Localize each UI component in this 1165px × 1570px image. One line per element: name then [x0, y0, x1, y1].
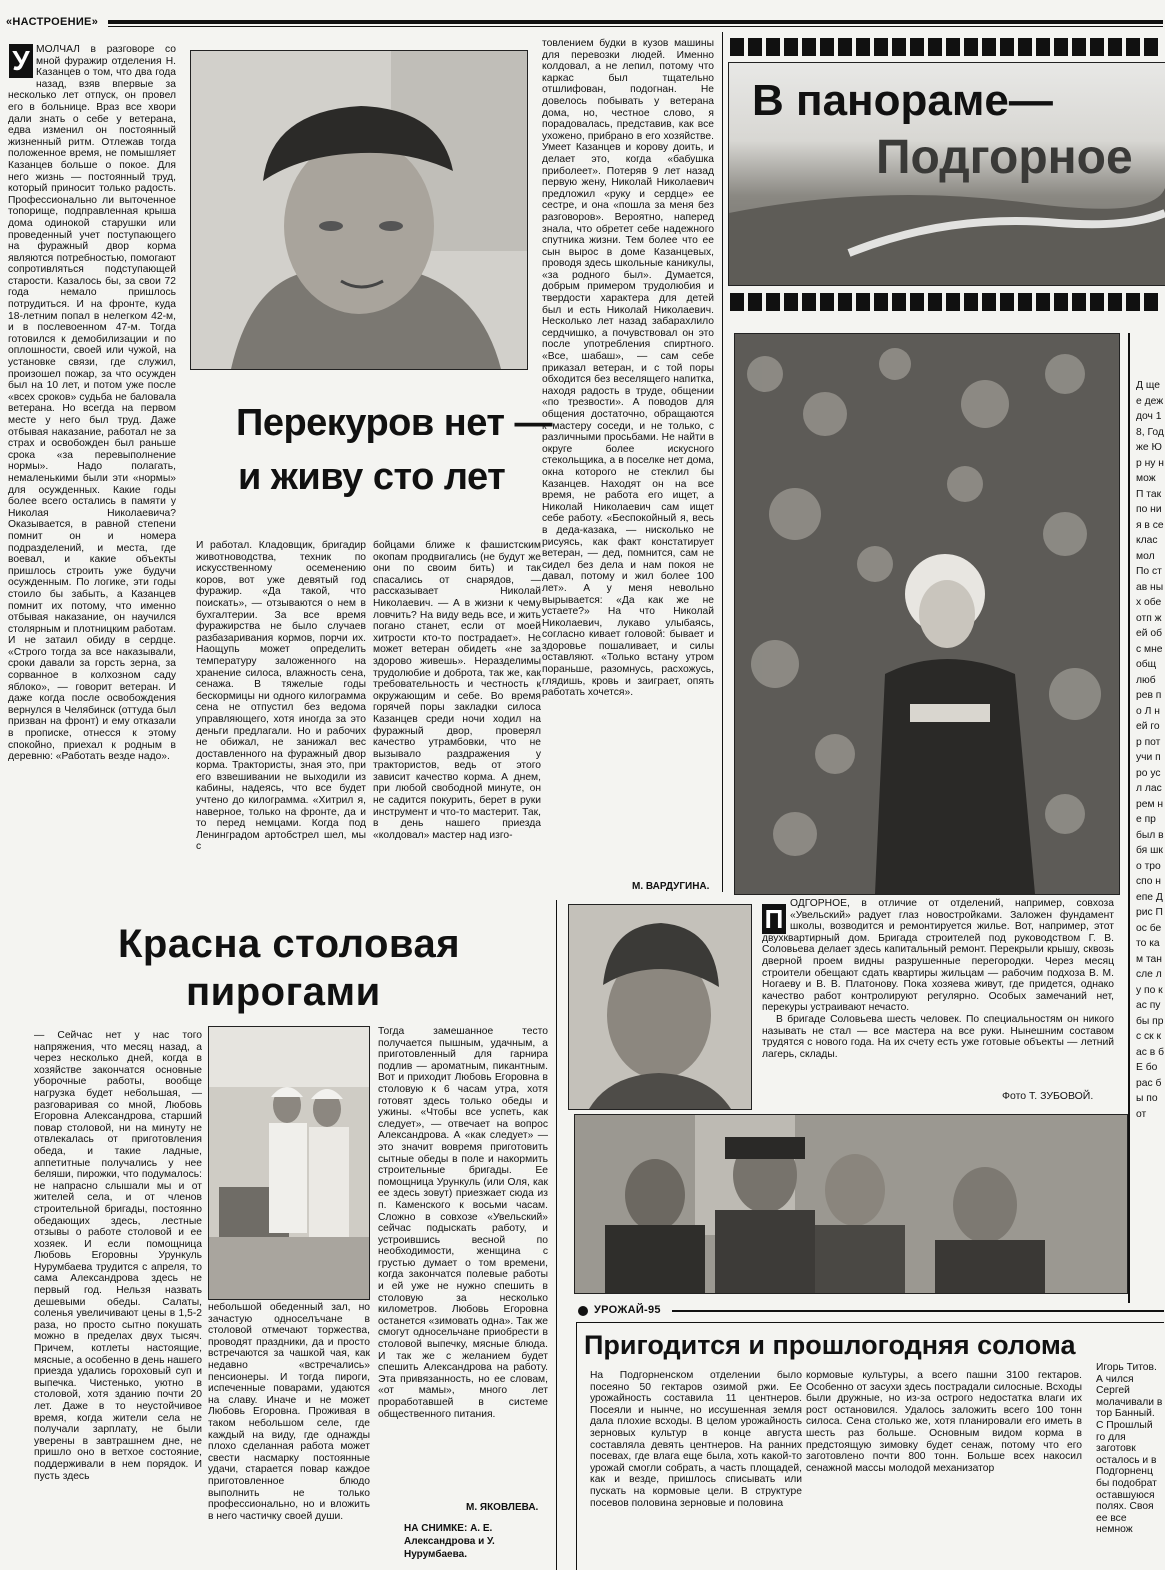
woman-ivy-svg: [735, 334, 1119, 894]
article3-col2: кормовые культуры, а всего пашни 3100 гектаров. Особенно от засухи здесь пострадали силосные. Всходы были дружные, но из-за острого недостатка влаги их рост остановился. Удалось заложить всего 100 тонн силоса. Сена столько же, хотя планировали его иметь в шесть раз больше. Основным видом корма в предстоящую зимовку будет сенаж, потому что его заготовлено почти 800 тонн. Больше всех накосил сенажной массы молодой механизатор: [806, 1370, 1082, 1474]
article2-col2: небольшой обеденный зал, но зачастую односелъчане в столовой отмечают торжества, проводят праздники, да и просто встречаются за чашкой чая, как недавно «встречались» пенсионеры. И тогда пироги, испеченные поварами, удаются на славу. Иначе и не может Любовь Егоровна. Проживая в таком небольшом селе, где каждый на виду, где однажды плохо сделанная работа может свести насмарку постоянные удачи, старается повар каждое приготовленное блюдо выполнить не только профессионально, но и вложить в него частичку своей души.: [208, 1302, 370, 1522]
man-cap-photo: [568, 904, 752, 1110]
panorama-text: [762, 898, 1114, 1108]
article3-frame-left: [576, 1322, 577, 1570]
article1-col1-text: МОЛЧАЛ в разговоре со мной фуражир отделения Н. Казанцев о том, что два года назад, взяв впервые за несколько лет отпуск, он провел его в больнице. Враз все хвори дали знать о себе у ветерана, едва изменил он постоянный жизненный ритм. Отлежав тогда положенное время, не помышляет Казанцев больше о покое. Для него жизнь — постоянный труд, который приносит только радость. Профессионально ли выточенное топорище, подправленная крыша дома одинокой старушки или проведенный учет поступающего на фуражный двор корма являются потребностью, помогают сопротивляться подступающей старости. Казалось бы, за свои 72 года немало пришлось потрудиться. И на фронте, куда 18-летним попал в нелегком 42-м, и в послевоенном 47-м. Тогда готовился к демобилизации и по оплошности, своей или чужой, на установке связи, где служил, произошел пожар, за что осужден был на 10 лет, и потом уже после «всех сроков» судьба не баловала ветерана. Но всегда на первом месте у него был труд. Даже отбывая наказание, работал не за страх и освобожден был раньше срока «за перевыполнение нормы». Надо полагать, немаленькими были эти «нормы» для осужденных. Какие годы более всего остались в памяти у Николая Николаевича? Оказывается, в равной степени помнит он и номера подразделений, и места, где воевал, и какие объекты пришлось строить уже будучи осужденным. По логике, эти годы стоило бы забыть, а Казанцев помнит их потому, что именно отбывая наказание, он научился столярным и плотницким работам. И не затаил обиду в сердце. «Строго тогда за все наказывали, сроки давали за горсть зерна, за сорванное в колхозном саду яблоко», — говорит ветеран. И даже когда после освобождения вернулся в Челябинск (оттуда был призван на фронт) и ему отказали в прописке, отнесся к этому спокойно, приехал к родным в деревню: «Работать везде надо».: [8, 44, 176, 763]
article3-rubric-rule: [672, 1310, 1164, 1312]
cooks-svg: [209, 1027, 369, 1299]
cooks-photo: [208, 1026, 370, 1300]
header-rule-thin: [108, 26, 1163, 27]
article3-rubric: УРОЖАЙ-95: [594, 1304, 661, 1316]
brigade-photo: [574, 1114, 1128, 1294]
panorama-photo-credit: Фото Т. ЗУБОВОЙ.: [1002, 1090, 1094, 1102]
article1-col2: И работал. Кладовщик, бригадир животноводства, техник по искусственному осеменению коров, вот уже девятый год фуражир. «Да такой, что поискать», — отзываются о нем в бухгалтерии. За все время фуражирства не было случаев разбазаривания кормов, порчи их. Наощупь может определить температуру заложенного на хранение силоса, влажность сена, сенажа. В тяжелые годы бескормицы ни одного килограмма сена не отпустил без ведома управляющего, хотя иногда за это деньги предлагали. Но и рабочих не обижал, не занижал вес доставленного на фуражный двор корма. Трактористы, зная это, при его взвешивании не выходили из кабины, надеясь, что все будет учтено до килограмма. «Хитрил я, наверное, только на фронте, да и то перед немцами. Когда под Ленинградом артобстрел шел, мы с: [196, 540, 366, 853]
article1-dropcap: У: [9, 44, 33, 78]
panorama-text-main: ОДГОРНОЕ, в отличие от отделений, например, совхоза «Увельский» радует глаз новостройками. Заложен фундамент школы, возводится и ремонтируется жилье. Вот, например, этот двухквартирный дом. Бригада строителей под руководством Г. В. Соловьева делает здесь капитальный ремонт. Перекрыли крышу, сквозь дверной проем видны разрушенные перегородки. Через месяц строители обещают сдать квартиры жильцам — рабочим подхоза В. М. Ногаеву и В. В. Платонову. Пока хозяева живут, где придется, однако качество работ контролируют регулярно. Особых замечаний нет, перекуры устраивают нечасто.: [762, 898, 1114, 1014]
panorama-title-line2: Подгорное: [876, 131, 1133, 184]
rubric-label: «НАСТРОЕНИЕ»: [6, 16, 99, 28]
article2-headline-line1: Красна столовая: [118, 922, 461, 966]
article3-col3: Игорь Титов. А чился Сергей молачивали в тор Банный. С Прошлый го для заготовк осталось и в Подгорненц бы подобрат оставшуюся полях. Своя ее все немнож: [1096, 1362, 1163, 1536]
article3-frame-top: [576, 1322, 1164, 1323]
article2-col1: — Сейчас нет у нас того напряжения, что месяц назад, а через несколько дней, когда в хозяйстве закончатся основные уборочные работы, вообще нагрузка будет небольшая, — разговаривая со мной, Любовь Егоровна Александрова, старший повар столовой, ни на минуту не отвлекалась от приготовления обеда, и такие ладные, аппетитные получались у нее беляши, пирожки, что подумалось: не напрасно слышали мы и от жителей села, и от членов строительной бригады, постоянно обедающих здесь, лестные отзывы о работе столовой и ее хозяек. И если помощница Любовь Егоровны Урункуль Нурумбаева трудится с апреля, то сама Александрова здесь не первый год. Нельзя назвать дешевыми обеды. Салаты, соленья увеличивают цены в 1,5-2 раза, но просто сытно покушать можно в пределах двух тысяч. Причем, котлеты настоящие, мясные, а особенно в день нашего приезда удались гороховый суп и выпечка. Чистенько, уютно в столовой, хотя зданию почти 20 лет. Даже в то неустойчивое время, когда жители села не получали зарплату, не были уверены в завтрашнем дне, не пришло оно в ветхое состояние, поддерживали в нем порядок. И пусть здесь: [34, 1030, 202, 1482]
column-divider: [722, 32, 723, 892]
brigade-svg: [575, 1115, 1127, 1293]
panorama-dropcap: П: [762, 904, 786, 934]
panorama-text-second: В бригаде Соловьева шесть человек. По специальностям он никого называть не стал — все мастера на все руки. Нынешним составом трудятся с нового года. На их счету есть уже готовые объекты — летний лагерь, склады.: [762, 1013, 1114, 1060]
old-man-photo: [190, 50, 528, 370]
panorama-title-line1: В панораме—: [752, 76, 1053, 125]
panorama-frame-right: [1128, 333, 1130, 1303]
article1-signature: М. ВАРДУГИНА.: [632, 881, 710, 892]
article1-headline-line2: и живу сто лет: [238, 456, 506, 498]
article2-signature: М. ЯКОВЛЕВА.: [466, 1502, 539, 1513]
article1-col4: товлением будки в кузов машины для перевозки людей. Именно колдовал, а не лепил, потому что каркас был тщательно отшлифован, подогнан. Не довелось побывать у ветерана дома, но, честное слово, я порадовалась, представив, как все ухожено, прибрано в его хозяйстве. Умеет Казанцев и корову доить, и делает это, когда «бабушка приболеет». Потеряв 9 лет назад первую жену, Николай Николаевич предложил «руку и сердце» ее сестре, и она «пошла за меня без разговоров». Вероятно, наперед знала, что обретет себе надежного спутника жизни. Тем более что ее сын вырос в доме Казанцевых, проводя здесь школьные каникулы, «за родного был». Думается, добрым примером трудолюбия и твердости характера для детей был и есть Николай Николаевич. Несколько лет назад забарахлило сердчишко, а почувствовал он это после употребления спиртного. «Все, шабаш», — сам себе приказал ветеран, и с той поры обходится без веселящего напитка, находя радость в труде, общении «по трезвости». А поводов для общения достаточно, обращаются к мастеру соседи, и не только, с различными просьбами. Не найти в округе более искусного стекольщика, а в поселке нет дома, окна которого не стеклил бы Казанцев. Находят он на все время, не работа его ищет, а Николай Николаевич сам ищет себе работу. «Беспокойный я, весь в деда-казака, — нисколько не рисуясь, как факт констатирует ветеран, — дед, помнится, сам не сидел без дела и нам покоя не давал, потому и жил более 100 лет». А у меня невольно вырывается: «Да как же не устаете?» На что Николай Николаевич, лукаво улыбаясь, согласно кивает головой: бывает и здоровье пошаливает, и силы оставляют. «Только встану утром пораньше, разомнусь, расхожусь, глядишь, кровь и заиграет, опять работать хочется».: [542, 38, 714, 699]
article1-col3: бойцами ближе к фашистским окопам продвигались (не будут же они по своим бить) и так спасались от снарядов, — рассказывает Николай Николаевич. — А в жизни к чему ловчить? На виду ведь все, и жить погано станет, если от моей хитрости кто-то пострадает». Не может ветеран обидеть «не за здорово живешь». Неразделимы трудолюбие и доброта, так же, как требовательность и честность к окружающим и себе. Во время горячей поры закладки силоса Казанцев среди ночи ходил на фуражный двор, проверял качество утрамбовки, что не вызывало раздражения у трактористов, ведь от этого зависит качество корма. А днем, при любой свободной минуте, он не садится покурить, берет в руки инструмент и что-то мастерит. Так, в день нашего приезда «колдовал» мастер над изго-: [373, 540, 541, 841]
woman-ivy-photo: [734, 333, 1120, 895]
article3-rubric-bullet: [578, 1306, 588, 1316]
article1-headline-line1: Перекуров нет —: [236, 402, 553, 444]
panorama-right-column: Д щее деж доч 18, Год же Юр ну н мож П так по ния в се клас мол По став ных обе отп жей обс мне общ люб рев по Л ней гор пот учи про усл лас рем не пр был в бя шко тро спо непе Д рис Пос бе то кам тан сле лу по кас пу бы прс ск кас в б Е бо рас бы по от: [1136, 380, 1164, 1120]
man-cap-svg: [569, 905, 751, 1109]
article2-col3: Тогда замешанное тесто получается пышным, удачным, а приготовленный для гарнира подлив — ароматным, пикантным. Вот и приходит Любовь Егоровна в столовую к 6 часам утра, хотя готовят здесь только обеды и ужины. «Чтобы все успеть, как следует», — отвечает на вопрос Александрова. А «как следует» — это значит вовремя приготовить сытные обеды в поле и накормить строительные бригады. Ее помощница Урункуль (или Оля, как ее здесь зовут) приезжает сюда из п. Каменского к восьми часам. Сложно в совхозе «Увельский» сейчас подыскать работу, и устроившись весной по необходимости, женщина с грустью думает о том времени, когда закончатся полевые работы и ей уже не нужно спешить в столовую за несколько километров. Любовь Егоровна останется «зимовать одна». Так же смогут односельчане приобрести в столовой выпечку, мясные блюда. И так же с желанием будет спешить Александрова на работу. Эта привязанность, но ее словам, «от мамы», много лет проработавшей в системе общественного питания.: [378, 1026, 548, 1420]
panorama-block-strip-top: [730, 38, 1162, 56]
article2-headline-line2: пирогами: [186, 970, 381, 1014]
article3-headline: Пригодится и прошлогодняя солома: [584, 1330, 1076, 1360]
article2-divider: [556, 900, 557, 1570]
article2-caption: НА СНИМКЕ: А. Е. Александрова и У. Нурумбаева.: [404, 1523, 495, 1560]
old-man-photo-svg: [191, 51, 527, 369]
article3-col1: На Подгорненском отделении было посеяно 50 гектаров озимой ржи. Ее урожайность составила 11 центнеров. Посеяли и нынче, но иссушенная земля дала плохие всходы. В целом урожайность зерновых культур в конце августа составляла девять центнеров. На ранних посевах, где влага еще была, хоть какой-то урожай смогли собрать, а часть площадей, как и везде, пришлось списывать или пускать на кормовые цели. В структуре посевов половина зерновые и половина: [590, 1370, 802, 1509]
header-rule: [108, 20, 1163, 24]
panorama-block-strip-bottom: [730, 293, 1162, 311]
article1-col1: [8, 44, 176, 904]
